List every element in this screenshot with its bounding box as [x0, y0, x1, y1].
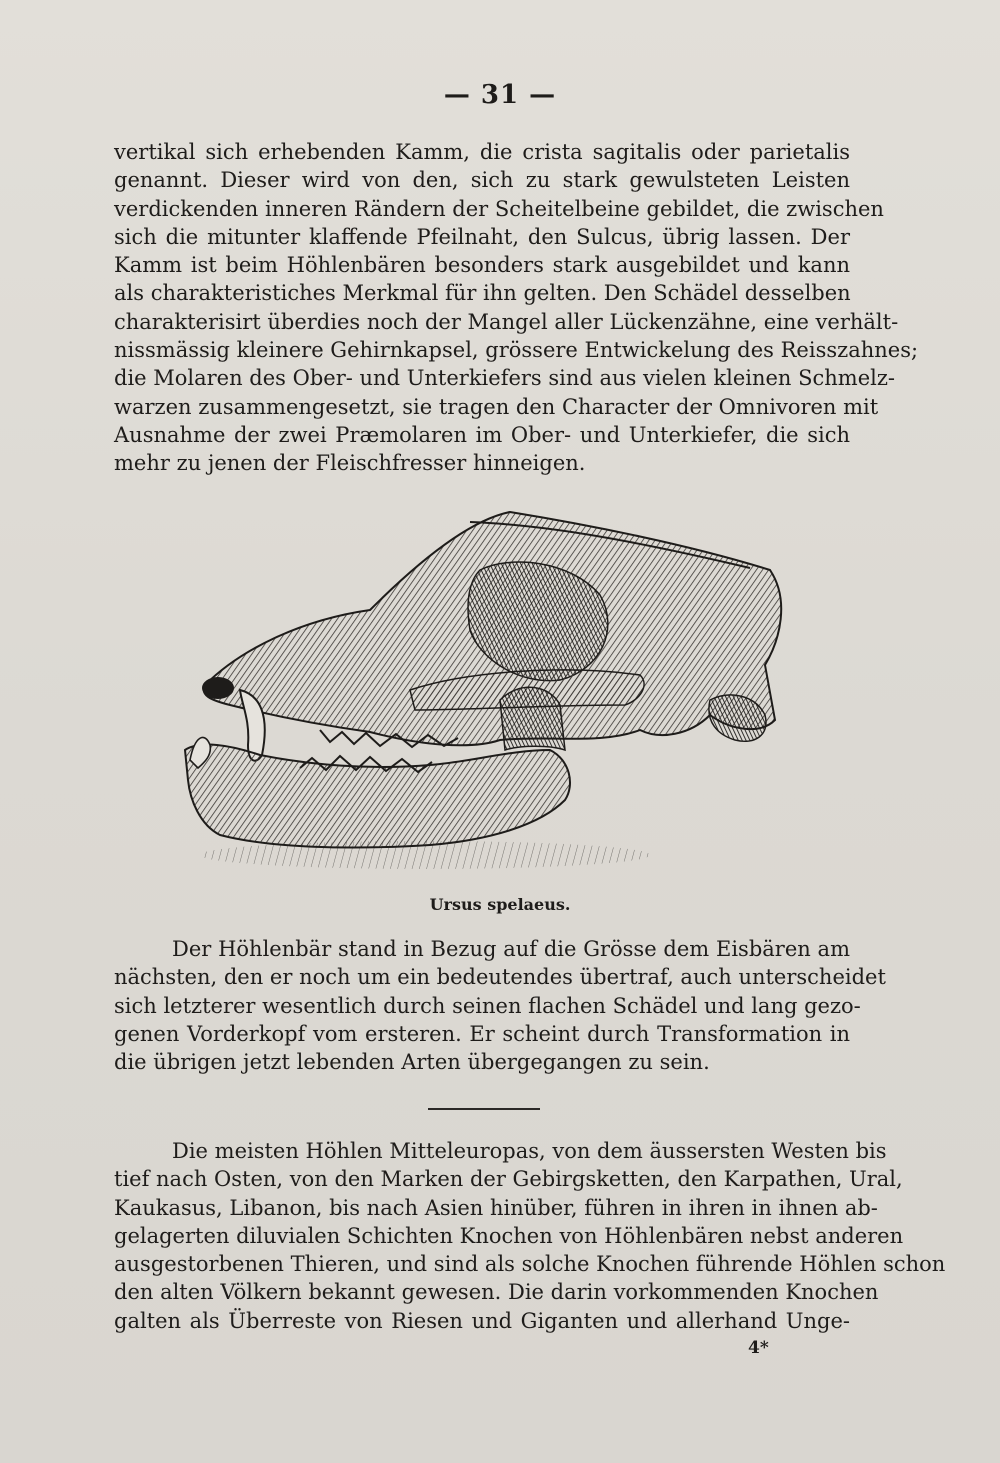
text-line: genannt. Dieser wird von den, sich zu stark gewulsteten Leisten: [114, 168, 850, 193]
text-line: tief nach Osten, von den Marken der Gebirgsketten, den Karpathen, Ural,: [114, 1167, 903, 1192]
page-number: — 31 —: [443, 80, 557, 110]
text-line: galten als Überreste von Riesen und Giganten und allerhand Unge-: [114, 1308, 850, 1333]
paragraph-3: [114, 1137, 946, 1335]
text-line: gelagerten diluvialen Schichten Knochen von Höhlenbären nebst anderen: [114, 1223, 904, 1248]
figure-caption: Ursus spelaeus.: [429, 895, 571, 914]
text-line: verdickenden inneren Rändern der Scheitelbeine gebildet, die zwischen: [114, 196, 884, 221]
text-line: die übrigen jetzt lebenden Arten übergegangen zu sein.: [114, 1050, 710, 1075]
text-line: sich letzterer wesentlich durch seinen flachen Schädel und lang gezo-: [114, 993, 861, 1018]
signature-mark: 4*: [748, 1338, 769, 1358]
text-line: Ausnahme der zwei Præmolaren im Ober- und Unterkiefer, die sich: [114, 422, 850, 447]
text-line: die Molaren des Ober- und Unterkiefers sind aus vielen kleinen Schmelz-: [114, 366, 895, 391]
text-line: Der Höhlenbär stand in Bezug auf die Grösse dem Eisbären am: [172, 937, 850, 961]
text-line: als charakteristiches Merkmal für ihn gelten. Den Schädel desselben: [114, 281, 851, 306]
text-line: sich die mitunter klaffende Pfeilnaht, den Sulcus, übrig lassen. Der: [114, 224, 850, 249]
text-line: Kamm ist beim Höhlenbären besonders stark ausgebildet und kann: [114, 253, 850, 278]
text-line: Kaukasus, Libanon, bis nach Asien hinüber, führen in ihren in ihnen ab-: [114, 1195, 878, 1220]
paragraph-1: [114, 138, 919, 478]
text-line: genen Vorderkopf vom ersteren. Er scheint durch Transformation in: [114, 1021, 850, 1046]
text-line: mehr zu jenen der Fleischfresser hinneigen.: [114, 451, 586, 476]
paragraph-2: [114, 935, 886, 1076]
text-line: ausgestorbenen Thieren, und sind als solche Knochen führende Höhlen schon: [114, 1252, 946, 1277]
text-line: den alten Völkern bekannt gewesen. Die darin vorkommenden Knochen: [114, 1280, 879, 1305]
text-line: nächsten, den er noch um ein bedeutendes übertraf, auch unterscheidet: [114, 965, 886, 990]
text-line: warzen zusammengesetzt, sie tragen den Character der Omnivoren mit: [114, 394, 879, 419]
text-line: charakterisirt überdies noch der Mangel aller Lückenzähne, eine verhält-: [114, 309, 899, 334]
skull-illustration: [170, 500, 800, 880]
text-line: nissmässig kleinere Gehirnkapsel, grössere Entwickelung des Reisszahnes;: [114, 338, 919, 363]
section-divider: [428, 1108, 540, 1110]
text-line: Die meisten Höhlen Mitteleuropas, von dem äussersten Westen bis: [172, 1139, 887, 1163]
text-line: vertikal sich erhebenden Kamm, die crista sagitalis oder parietalis: [114, 140, 850, 164]
